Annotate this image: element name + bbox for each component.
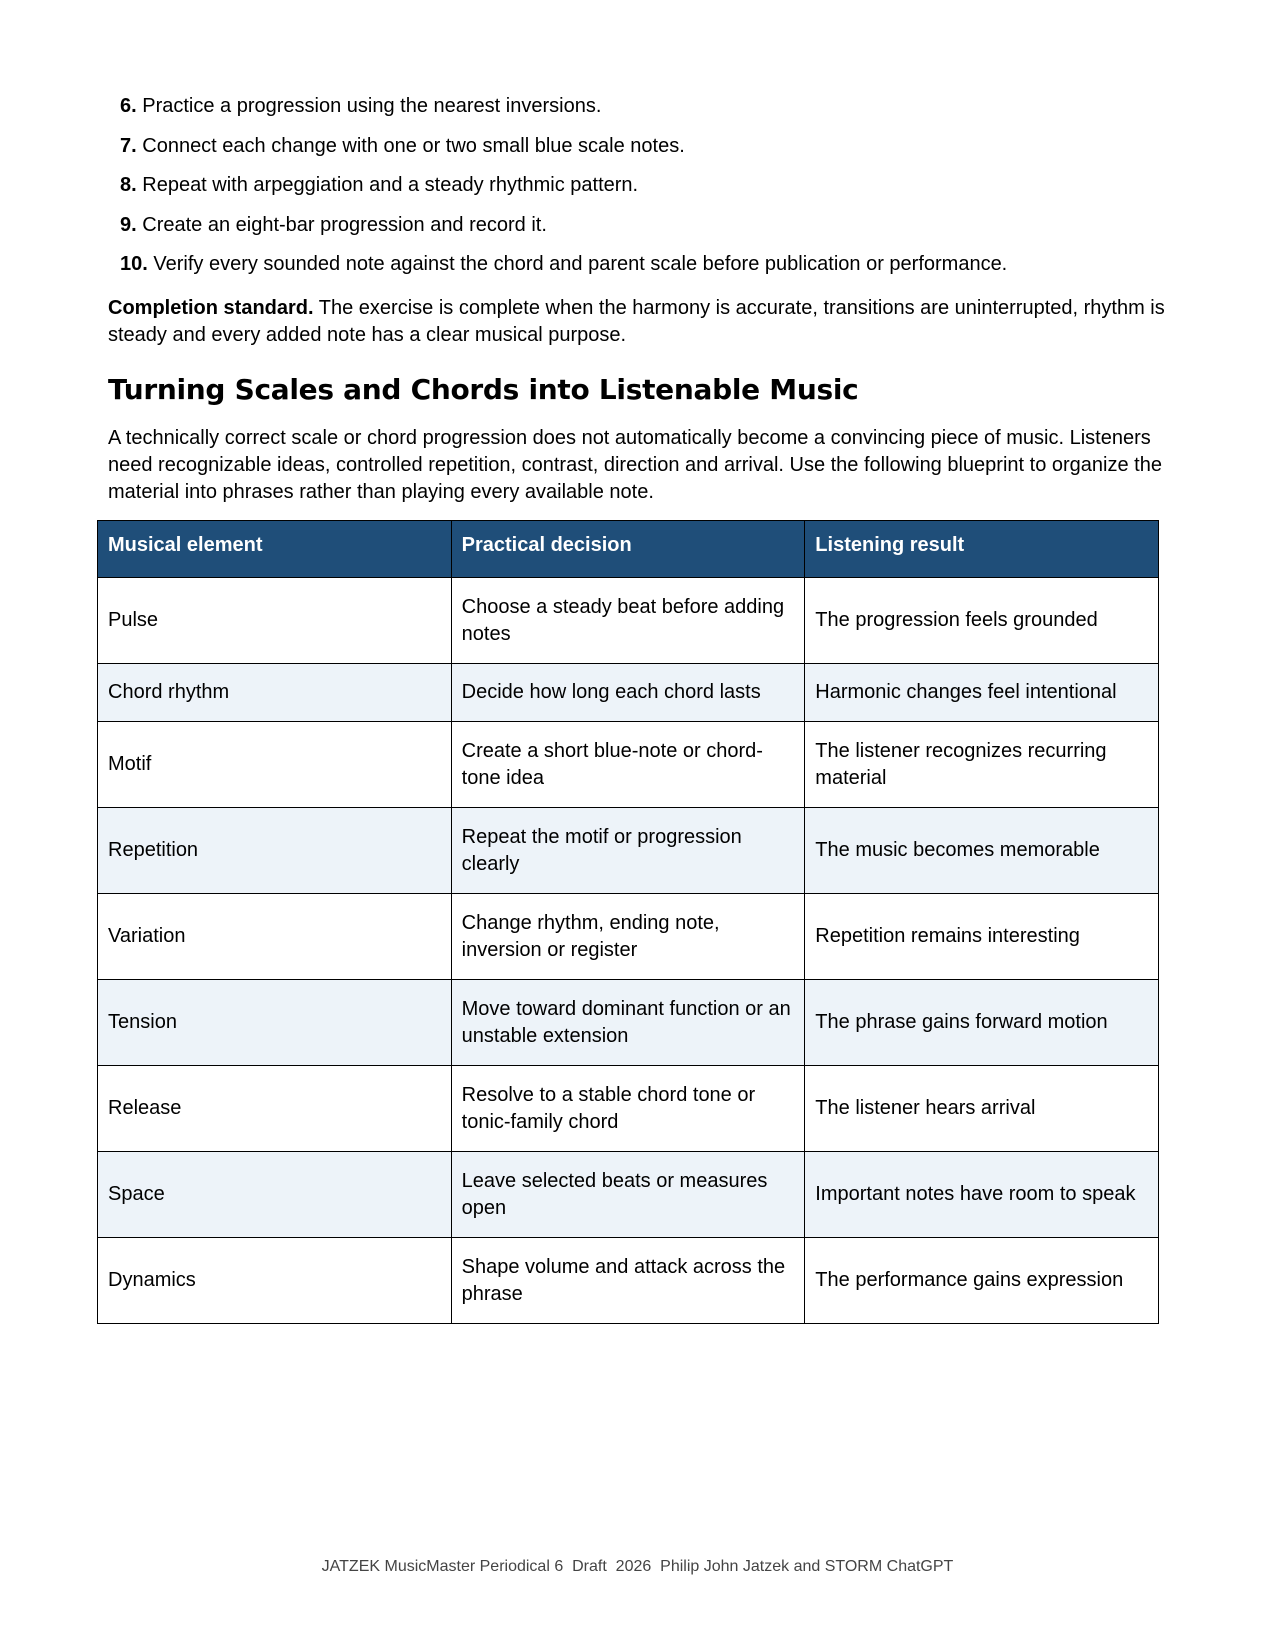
cell-result: The performance gains expression: [805, 1238, 1159, 1324]
section-heading: Turning Scales and Chords into Listenable Music: [108, 373, 859, 406]
step-number: 8.: [120, 174, 137, 196]
table-row: [98, 980, 1159, 1066]
cell-result: Repetition remains interesting: [805, 894, 1159, 980]
table-row: [98, 722, 1159, 808]
step-number: 7.: [120, 134, 137, 157]
cell-element: Motif: [98, 722, 452, 808]
blueprint-table: [97, 520, 1159, 1324]
cell-element: Variation: [98, 894, 452, 980]
completion-lead: Completion standard.: [108, 297, 314, 319]
step-item: [120, 252, 1160, 292]
cell-element: Release: [98, 1066, 452, 1152]
cell-result: The listener hears arrival: [805, 1066, 1159, 1152]
step-item: [120, 94, 1160, 134]
cell-decision: Create a short blue-note or chord-tone idea: [451, 722, 805, 808]
step-text: Repeat with arpeggiation and a steady rhythmic pattern.: [142, 174, 639, 196]
table-row: [98, 664, 1159, 722]
table-header-row: [98, 521, 1159, 578]
step-text: Verify every sounded note against the chord and parent scale before publication or performance.: [153, 253, 1008, 275]
cell-result: Harmonic changes feel intentional: [805, 664, 1159, 722]
numbered-steps: [120, 94, 1160, 292]
cell-result: The progression feels grounded: [805, 578, 1159, 664]
cell-element: Tension: [98, 980, 452, 1066]
step-text: Create an eight-bar progression and record it.: [142, 213, 547, 236]
table-row: [98, 1066, 1159, 1152]
table-row: [98, 1152, 1159, 1238]
cell-decision: Shape volume and attack across the phrase: [451, 1238, 805, 1324]
step-item: [120, 134, 1160, 174]
cell-result: Important notes have room to speak: [805, 1152, 1159, 1238]
cell-element: Space: [98, 1152, 452, 1238]
completion-paragraph: [108, 295, 1168, 349]
step-text: Practice a progression using the nearest inversions.: [142, 95, 602, 117]
cell-element: Chord rhythm: [98, 664, 452, 722]
page-footer: JATZEK MusicMaster Periodical 6 Draft 2026 Philip John Jatzek and STORM ChatGPT: [321, 1558, 954, 1575]
completion-text: The exercise is complete when the harmony is accurate, transitions are uninterrupted, rhythm is steady and every added note has a clear musical purpose.: [108, 297, 1165, 346]
cell-decision: Resolve to a stable chord tone or tonic-family chord: [451, 1066, 805, 1152]
step-item: [120, 213, 1160, 253]
step-number: 10.: [120, 253, 148, 275]
table-row: [98, 808, 1159, 894]
step-item: [120, 173, 1160, 213]
table-row: [98, 578, 1159, 664]
cell-result: The phrase gains forward motion: [805, 980, 1159, 1066]
cell-result: The music becomes memorable: [805, 808, 1159, 894]
section-intro: A technically correct scale or chord progression does not automatically become a convincing piece of music. Listeners need recognizable ideas, controlled repetition, contrast, direction and arrival. Use the following blueprint to organize the material into phrases rather than playing every available note.: [108, 427, 1162, 503]
cell-element: Repetition: [98, 808, 452, 894]
column-header-decision: Practical decision: [451, 521, 805, 578]
column-header-result: Listening result: [805, 521, 1159, 578]
cell-element: Dynamics: [98, 1238, 452, 1324]
cell-decision: Change rhythm, ending note, inversion or register: [451, 894, 805, 980]
step-number: 9.: [120, 213, 137, 236]
cell-decision: Choose a steady beat before adding notes: [451, 578, 805, 664]
cell-decision: Decide how long each chord lasts: [451, 664, 805, 722]
column-header-element: Musical element: [98, 521, 452, 578]
cell-decision: Leave selected beats or measures open: [451, 1152, 805, 1238]
step-number: 6.: [120, 95, 137, 117]
cell-element: Pulse: [98, 578, 452, 664]
step-text: Connect each change with one or two small blue scale notes.: [142, 134, 685, 157]
cell-decision: Move toward dominant function or an unstable extension: [451, 980, 805, 1066]
cell-result: The listener recognizes recurring material: [805, 722, 1159, 808]
table-row: [98, 1238, 1159, 1324]
table-row: [98, 894, 1159, 980]
cell-decision: Repeat the motif or progression clearly: [451, 808, 805, 894]
